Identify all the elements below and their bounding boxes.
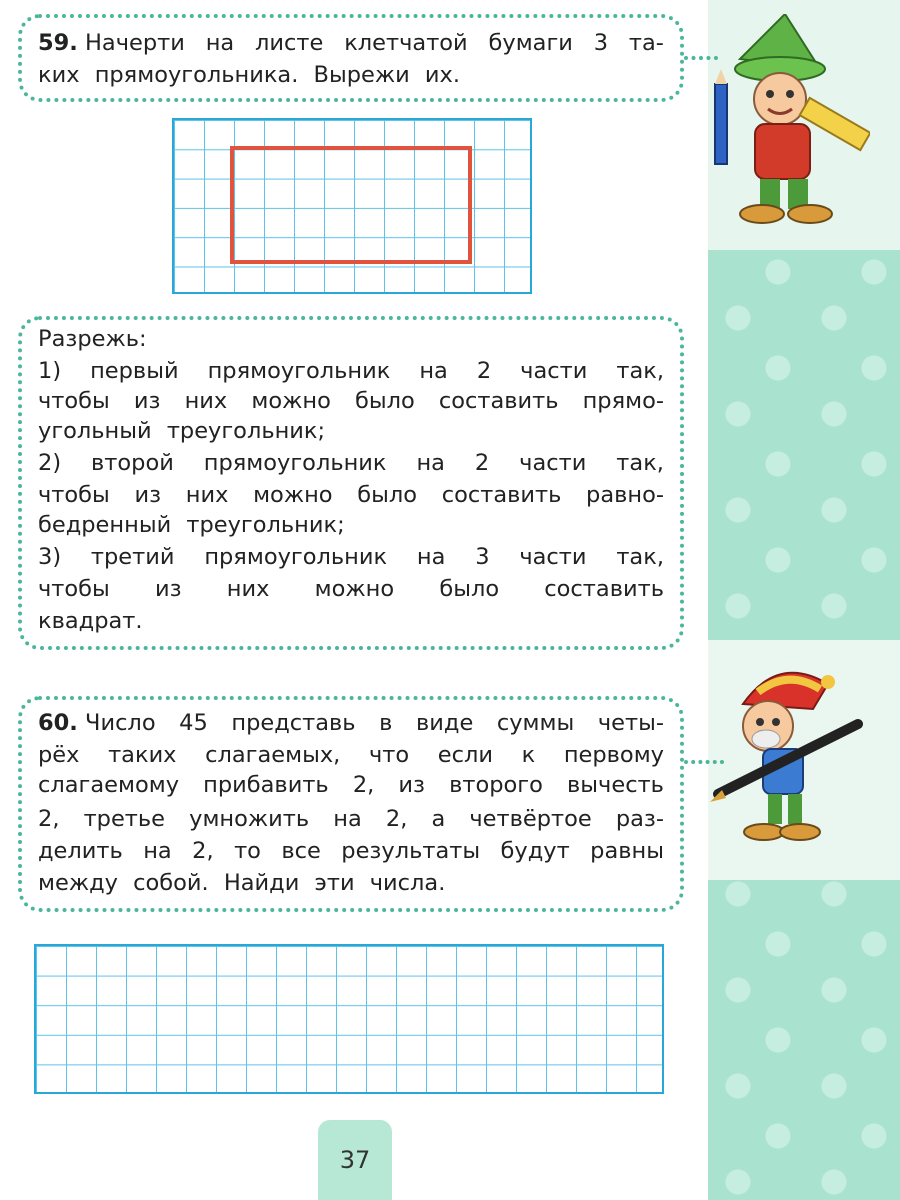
task-60-line-6: между собой. Найди эти числа. xyxy=(38,870,446,896)
task-59-line-2: ких прямоугольника. Вырежи их. xyxy=(38,62,460,88)
task-60-line-3: слагаемому прибавить 2, из второго вычесть xyxy=(38,772,664,798)
task-59-line-1: 59. Начерти на листе клетчатой бумаги 3 та- xyxy=(38,30,664,56)
answer-grid[interactable] xyxy=(34,944,664,1094)
page-number: 37 xyxy=(339,1146,371,1174)
task-59-number: 59. xyxy=(38,30,78,56)
gnome-with-pencil-illustration xyxy=(700,14,870,234)
cut-line-5: чтобы из них можно было составить равно- xyxy=(38,482,664,508)
cut-line-4: 2) второй прямоугольник на 2 части так, xyxy=(38,450,664,476)
cut-line-7: 3) третий прямоугольник на 3 части так, xyxy=(38,544,664,570)
task-60-line-1: 60. Число 45 представь в виде суммы четы- xyxy=(38,710,664,736)
gnome-with-pen-illustration xyxy=(708,664,868,854)
cut-line-3: угольный треугольник; xyxy=(38,418,326,444)
task-60-line-4: 2, третье умножить на 2, а четвёртое раз- xyxy=(38,806,664,832)
task-59-box xyxy=(18,14,684,102)
cut-line-2: чтобы из них можно было составить прямо- xyxy=(38,388,664,414)
task-60-number: 60. xyxy=(38,710,78,736)
cut-title: Разрежь: xyxy=(38,326,147,352)
task-60-line-5: делить на 2, то все результаты будут равны xyxy=(38,838,664,864)
task-60-box xyxy=(18,696,684,912)
cut-line-6: бедренный треугольник; xyxy=(38,512,345,538)
cut-line-8: чтобы из них можно было составить xyxy=(38,576,664,602)
red-rectangle xyxy=(230,146,472,264)
cut-line-9: квадрат. xyxy=(38,608,143,634)
cut-line-1: 1) первый прямоугольник на 2 части так, xyxy=(38,358,664,384)
task-60-line-2: рёх таких слагаемых, что если к первому xyxy=(38,742,664,768)
cut-instructions-box xyxy=(18,316,684,650)
